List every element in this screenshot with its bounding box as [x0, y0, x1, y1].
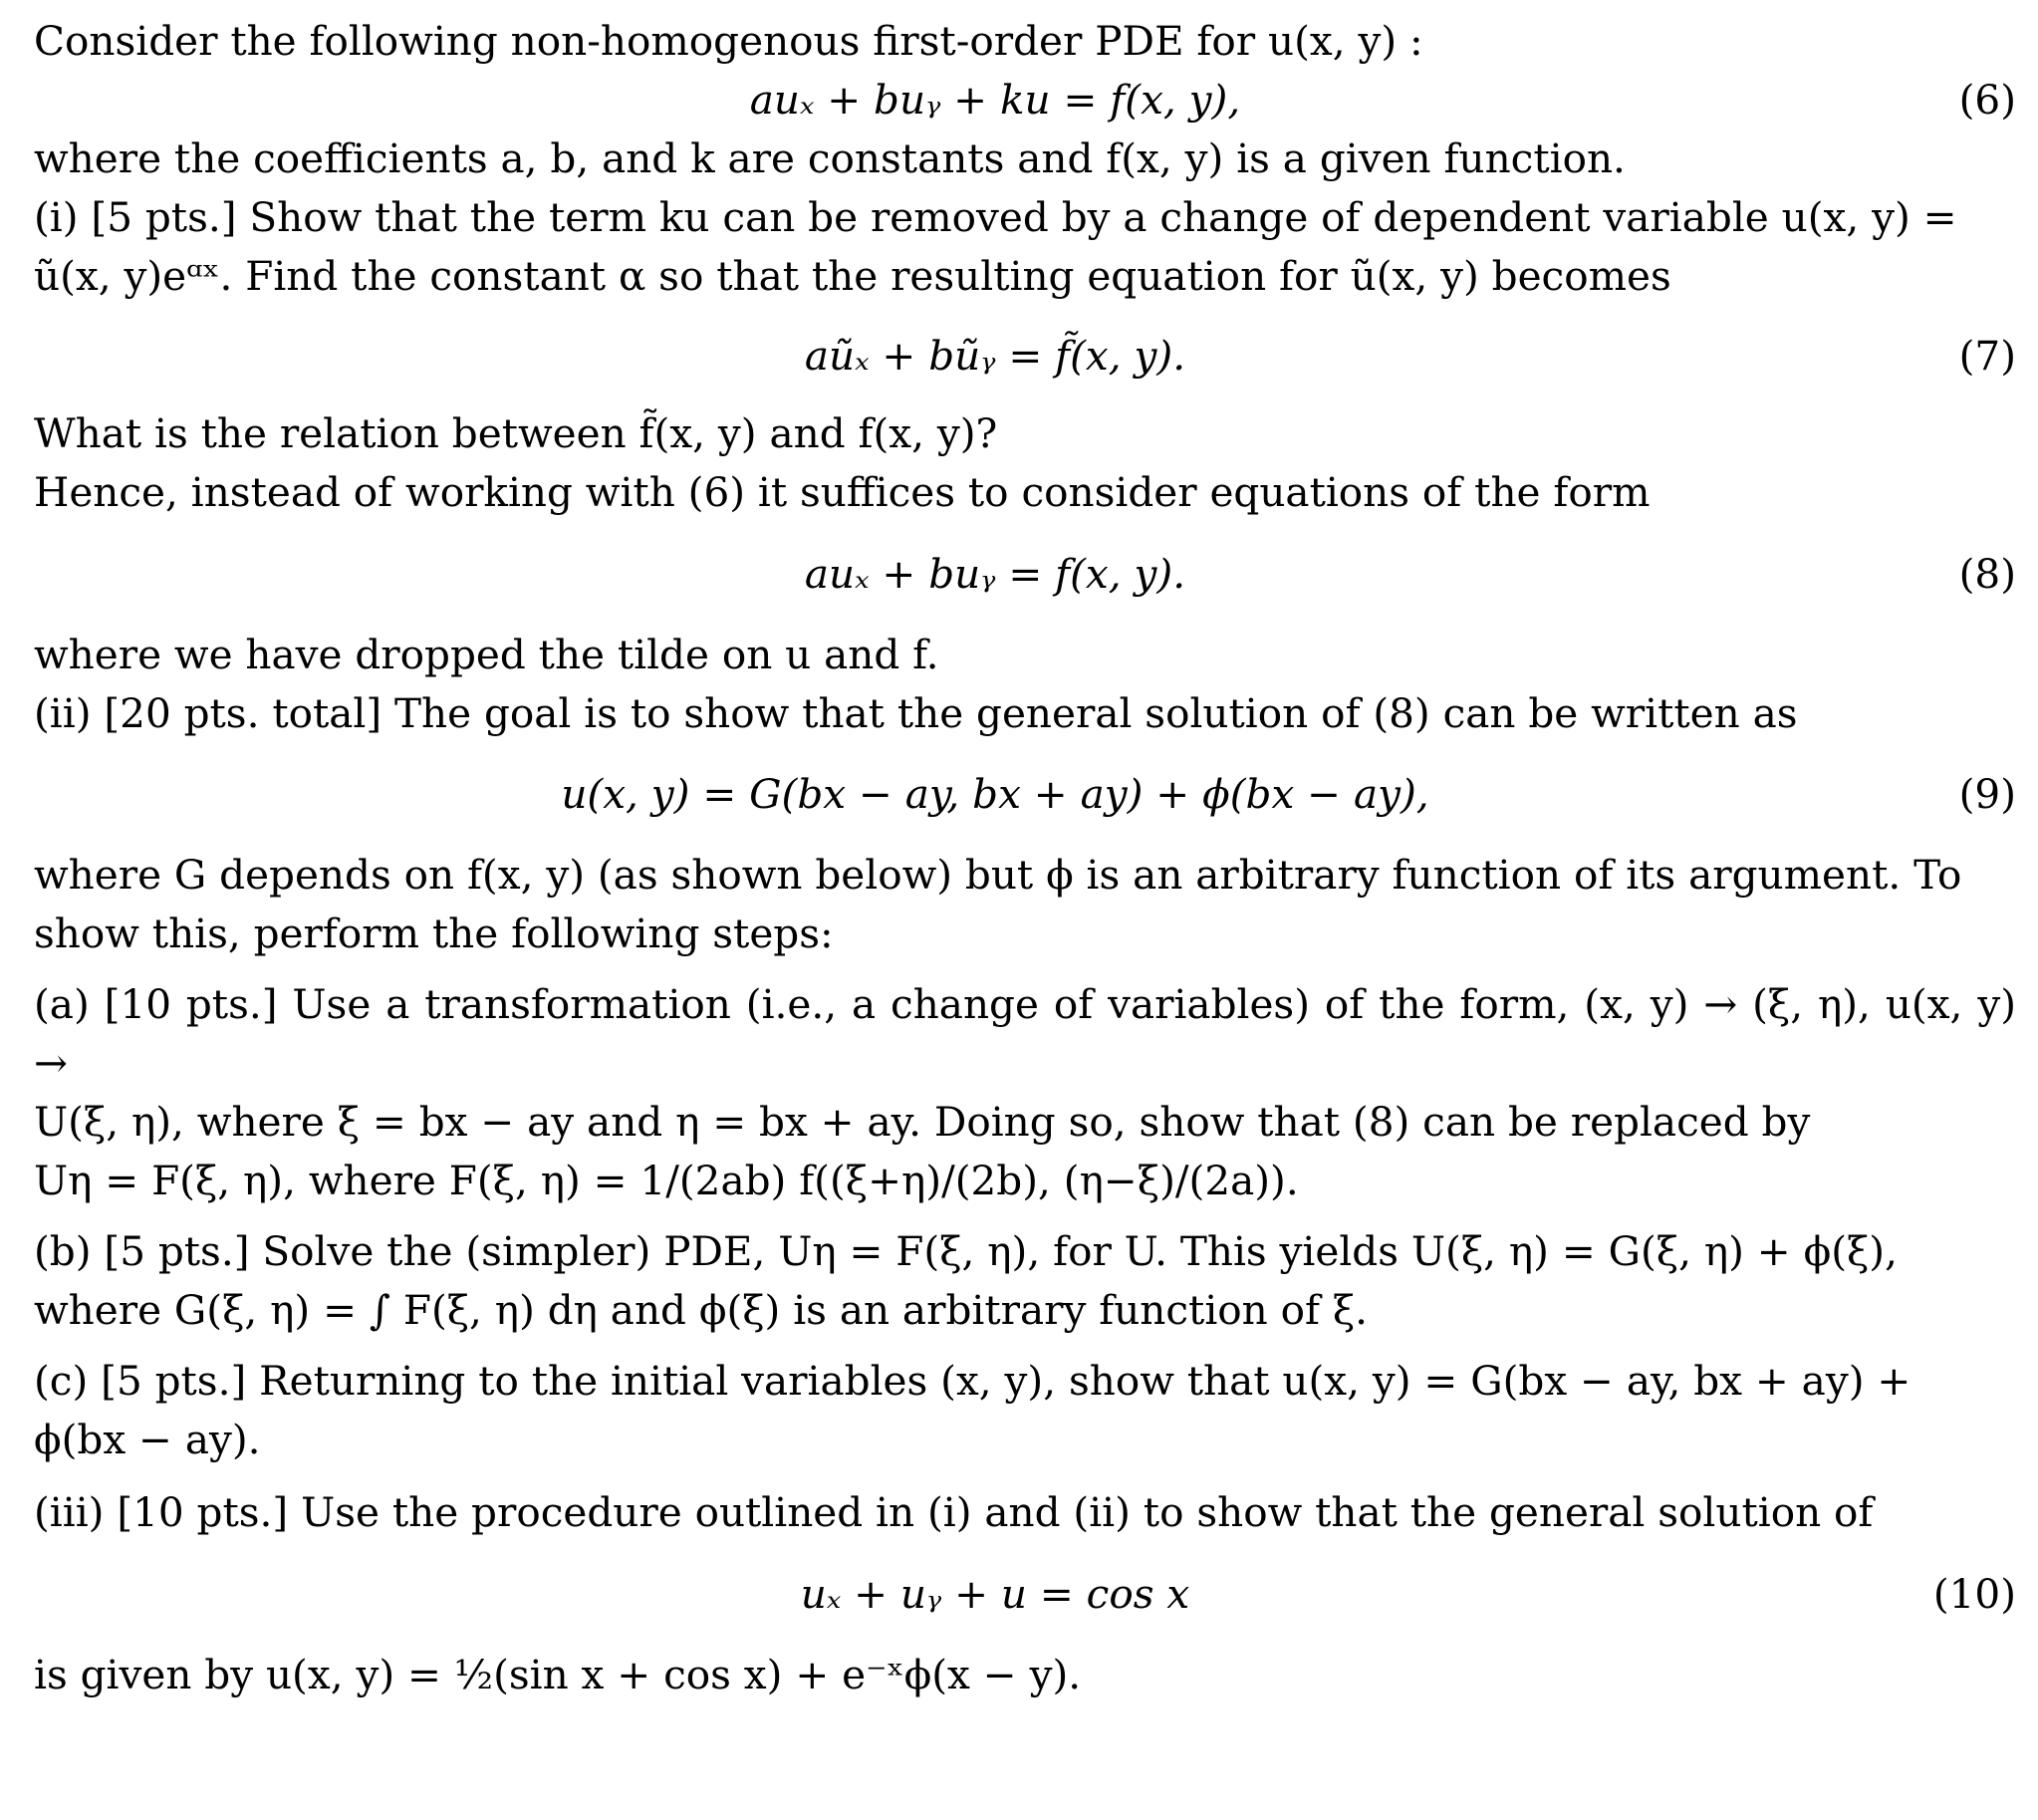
- equation-9-number: (9): [1958, 770, 2016, 818]
- dropped-tilde-text: where we have dropped the tilde on u and f.: [34, 631, 939, 678]
- equation-10-body: uₓ + uᵧ + u = cos x: [800, 1570, 1190, 1618]
- relation-question: What is the relation between f̃(x, y) and f(x, y)?: [34, 409, 998, 457]
- final-solution-text: is given by u(x, y) = ½(sin x + cos x) + e⁻ˣϕ(x − y).: [34, 1651, 1082, 1698]
- part-ii-text: (ii) [20 pts. total] The goal is to show that the general solution of (8) can be written as: [34, 689, 1798, 737]
- equation-8: [34, 545, 2016, 604]
- step-a-line-2: U(ξ, η), where ξ = bx − ay and η = bx + ay. Doing so, show that (8) can be replaced by: [34, 1098, 1811, 1146]
- part-i-line-2: ũ(x, y)eᵅˣ. Find the constant α so that the resulting equation for ũ(x, y) becomes: [34, 252, 1671, 300]
- equation-8-number: (8): [1958, 550, 2016, 598]
- equation-7-body: aũₓ + bũᵧ = f̃(x, y).: [804, 332, 1186, 380]
- step-b-line-1: (b) [5 pts.] Solve the (simpler) PDE, Uη = F(ξ, η), for U. This yields U(ξ, η) = G(ξ, η) + ϕ(ξ),: [34, 1227, 1898, 1275]
- equation-6-body: auₓ + buᵧ + ku = f(x, y),: [749, 76, 1241, 124]
- equation-10: [34, 1565, 2016, 1624]
- equation-8-body: auₓ + buᵧ = f(x, y).: [804, 550, 1186, 598]
- where-g-line-2: show this, perform the following steps:: [34, 910, 834, 957]
- where-g-line-1: where G depends on f(x, y) (as shown below) but ϕ is an arbitrary function of its argument. To: [34, 851, 1962, 899]
- step-c-line-1: (c) [5 pts.] Returning to the initial variables (x, y), show that u(x, y) = G(bx − ay, bx + ay) +: [34, 1357, 1911, 1405]
- equation-6-number: (6): [1958, 76, 2016, 124]
- intro-text: Consider the following non-homogenous first-order PDE for u(x, y) :: [34, 17, 1423, 65]
- equation-7: [34, 327, 2016, 386]
- step-a-line-1: (a) [10 pts.] Use a transformation (i.e., a change of variables) of the form, (x, y) → (ξ, η), u(x, y) →: [34, 980, 2016, 1087]
- hence-text: Hence, instead of working with (6) it suffices to consider equations of the form: [34, 468, 1651, 516]
- equation-9-body: u(x, y) = G(bx − ay, bx + ay) + ϕ(bx − ay),: [561, 770, 1429, 818]
- step-a-line-3: Uη = F(ξ, η), where F(ξ, η) = 1/(2ab) f((ξ+η)/(2b), (η−ξ)/(2a)).: [34, 1157, 1299, 1204]
- step-b-line-2: where G(ξ, η) = ∫ F(ξ, η) dη and ϕ(ξ) is an arbitrary function of ξ.: [34, 1286, 1369, 1334]
- equation-9: [34, 765, 2016, 824]
- equation-10-number: (10): [1932, 1570, 2016, 1618]
- equation-6: [34, 71, 2016, 130]
- problem-document: [0, 12, 2038, 1820]
- equation-7-number: (7): [1958, 332, 2016, 380]
- part-i-line-1: (i) [5 pts.] Show that the term ku can be removed by a change of dependent variable u(x, y) =: [34, 193, 1957, 241]
- coefficients-text: where the coefficients a, b, and k are constants and f(x, y) is a given function.: [34, 134, 1626, 182]
- step-c-line-2: ϕ(bx − ay).: [34, 1416, 261, 1463]
- part-iii-text: (iii) [10 pts.] Use the procedure outlined in (i) and (ii) to show that the general solution of: [34, 1488, 1874, 1536]
